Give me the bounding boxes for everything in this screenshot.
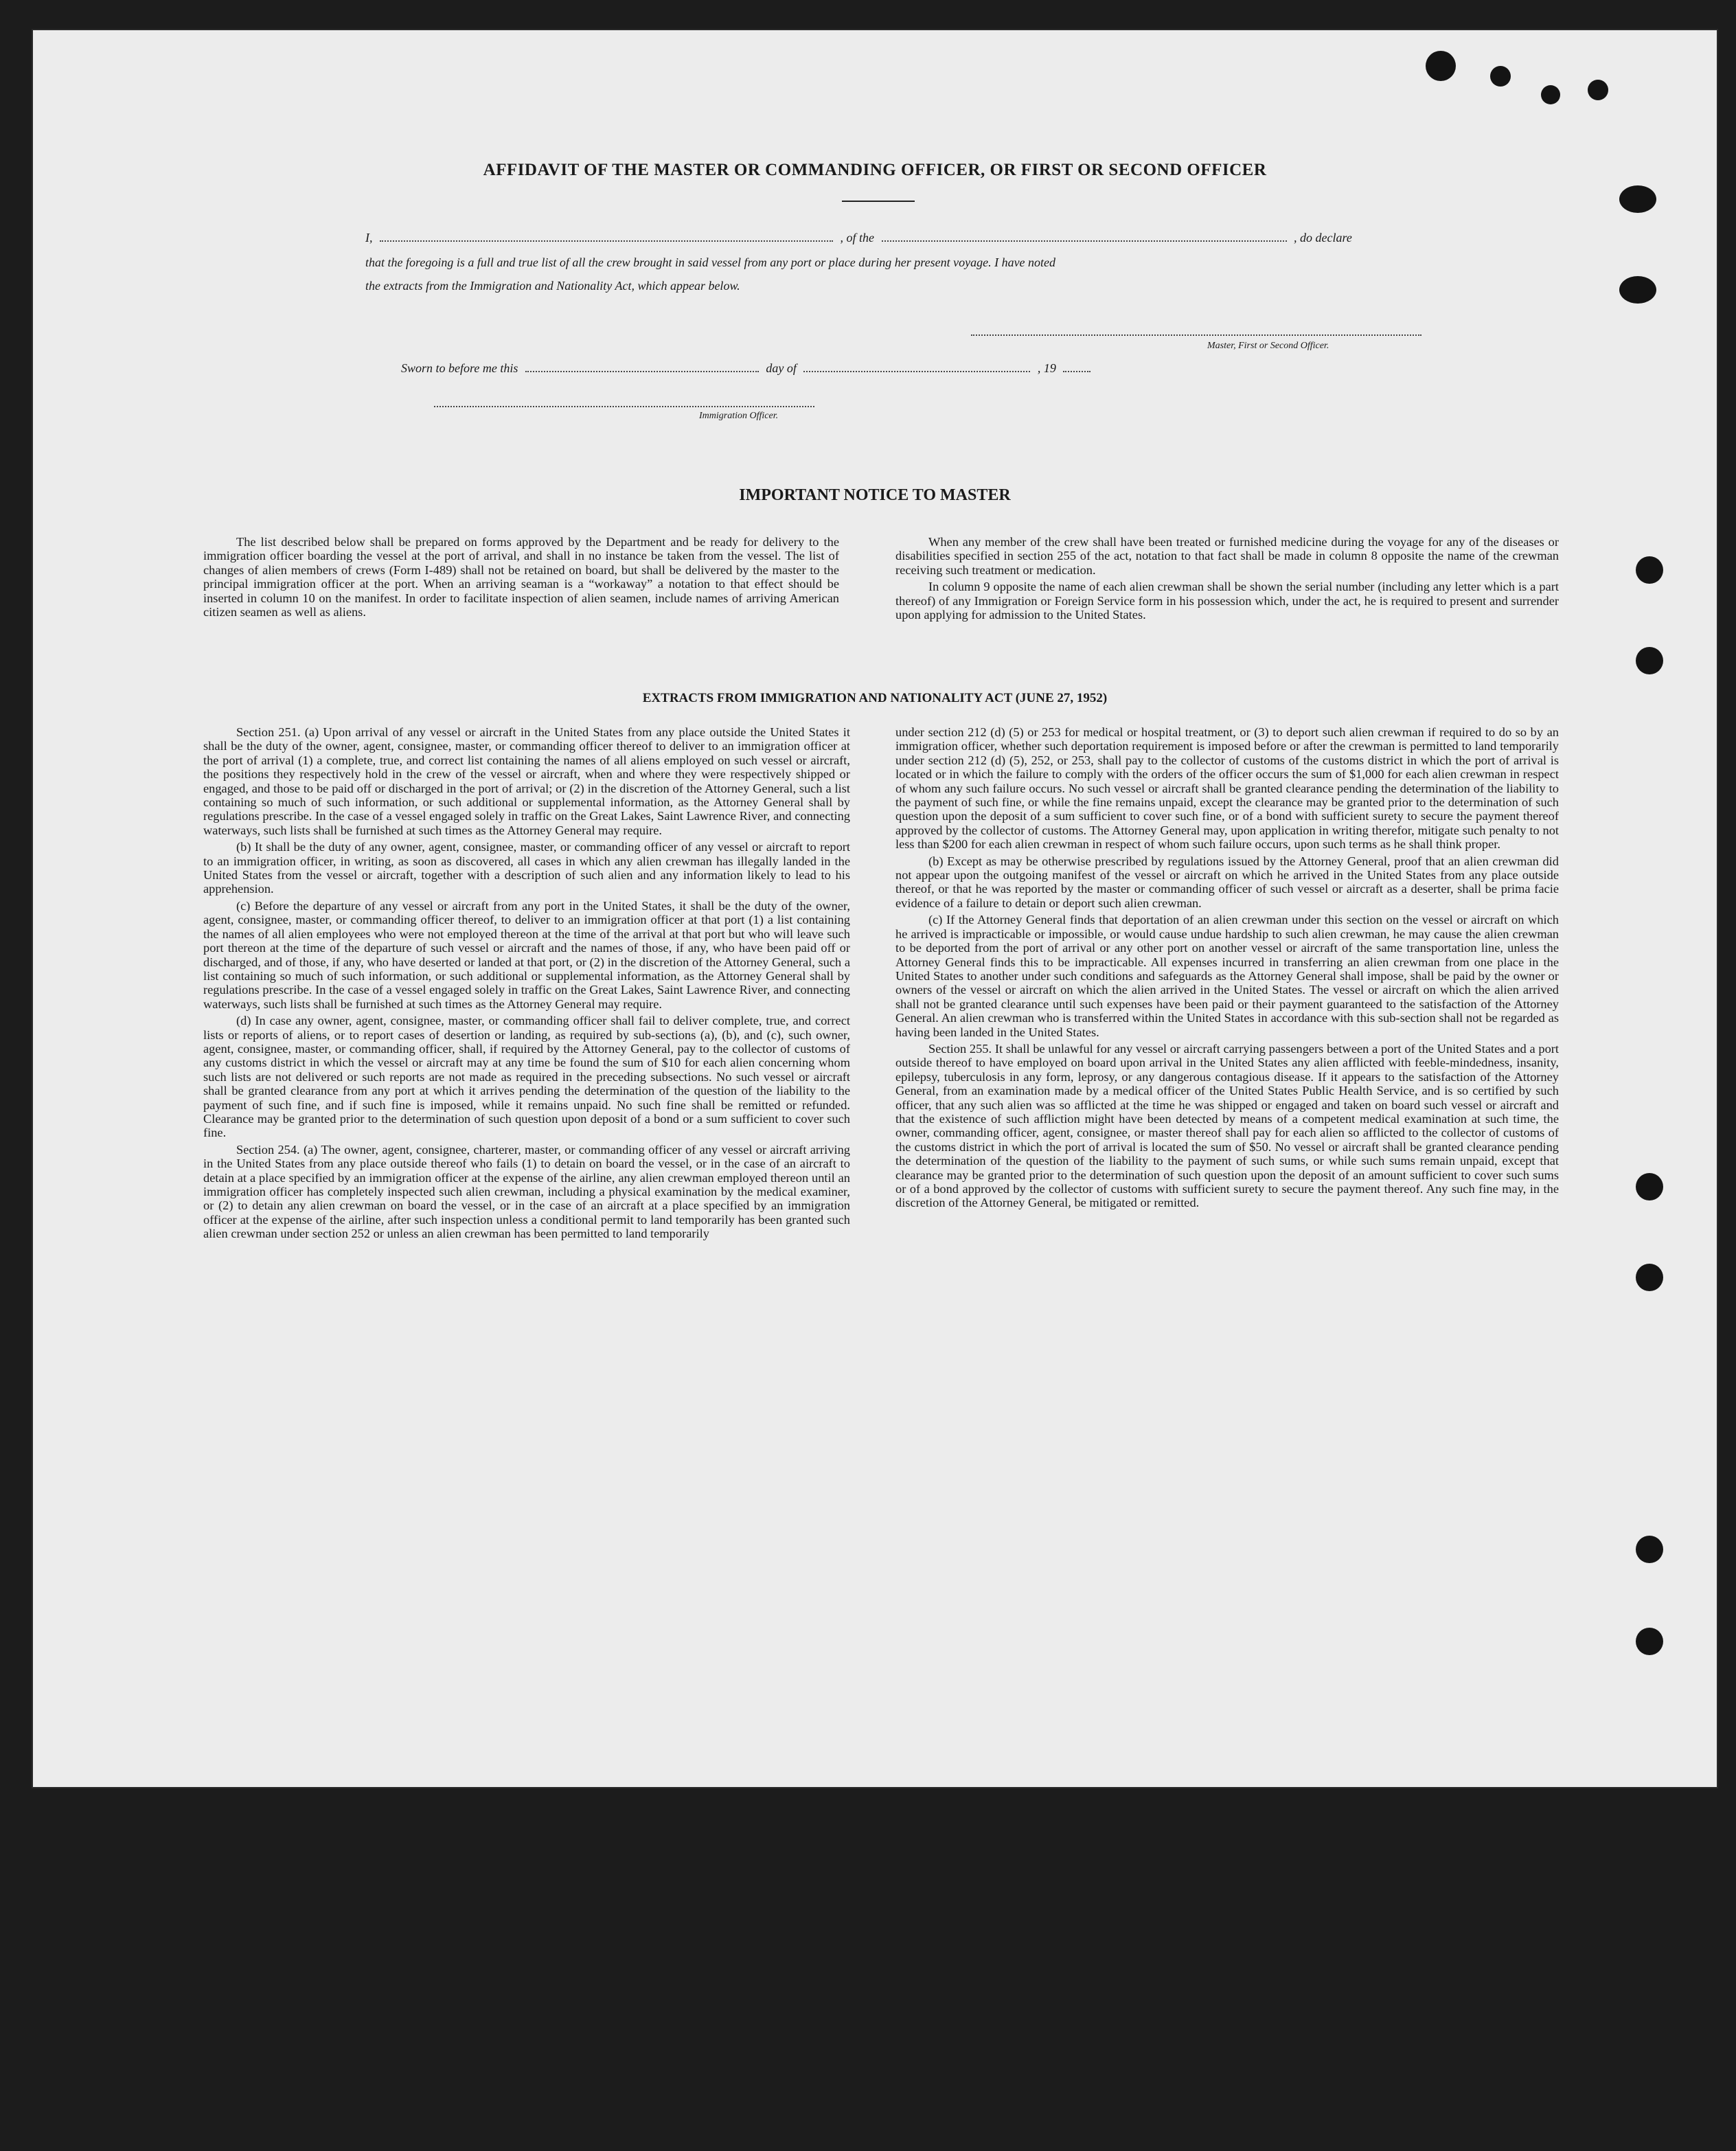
extract-paragraph: Section 255. It shall be unlawful for any vessel or aircraft carrying passengers between a port of the United States and a port outside thereof to have employed on board upon arrival in the United States any alien afflicted with feeble-mindedness, insanity, epilepsy, tuberculosis in any form, leprosy, or any dangerous contagious disease. If it appears to the satisfaction of the Attorney General, from an examination made by a medical officer of the United States Public Health Service, and is so certified by such officer, that any such alien was so afflicted at the time he was shipped or engaged and taken on board such vessel or aircraft and that the existence of such affliction might have been detected by means of a competent medical examination at such time, the owner, commanding officer, agent, consignee, or master thereof shall pay for each alien so afflicted to the collector of customs of the customs district in which the port of arrival is located the sum of $50. No vessel or aircraft shall be granted clearance pending the determination of the question of the liability to the payment of such sums, or while such sums remain unpaid, except that clearance may be granted prior to the determination of such question upon the deposit of an amount sufficient to cover such sums or of a bond approved by the collector of customs with sufficient surety to secure the payment thereof. Any such fine may, in the discretion of the Attorney General, be mitigated or remitted. (895, 1041, 1559, 1210)
punch-hole (1541, 85, 1560, 104)
vessel-prefix: , of the (840, 231, 874, 244)
notice-paragraph: When any member of the crew shall have been treated or furnished medicine during the voyage for any of the diseases or disabilities specified in section 255 of the act, notation to that fact shall be made in column 8 opposite the name of the crewman receiving such treatment or medication. (895, 535, 1559, 577)
punch-hole (1636, 1173, 1663, 1200)
affidavit-title: AFFIDAVIT OF THE MASTER OR COMMANDING OFFICER, OR FIRST OR SECOND OFFICER (483, 161, 1267, 179)
officer-label: Immigration Officer. (699, 411, 779, 421)
extract-paragraph: Section 251. (a) Upon arrival of any vessel or aircraft in the United States from any place outside the United States it shall be the duty of the owner, agent, consignee, master, or commanding officer thereof to deliver to an immigration officer at the port of arrival (1) a complete, true, and correct list containing the names of all aliens employed on such vessel or aircraft, the positions they respectively hold in the crew of the vessel or aircraft, when and where they were respectively shipped or engaged, and those to be paid off or discharged in the port of arrival; or (2) in the discretion of the Attorney General, such a list containing so much of such information, or such additional or supplemental information, as the Attorney General shall by regulations prescribe. In the case of a vessel engaged solely in traffic on the Great Lakes, Saint Lawrence River, and connecting waterways, such lists shall be furnished at such times as the Attorney General may require. (203, 725, 850, 837)
punch-hole (1619, 185, 1656, 213)
punch-hole (1426, 51, 1456, 81)
punch-hole (1636, 1264, 1663, 1291)
punch-hole (1588, 80, 1608, 100)
name-blank[interactable] (380, 240, 833, 242)
extract-paragraph: (b) Except as may be otherwise prescribed by regulations issued by the Attorney General, proof that an alien crewman did not appear upon the outgoing manifest of the vessel or aircraft on which he arrived in the United States from any place outside thereof, or that he was reported by the master or commanding officer of such vessel or aircraft as a deserter, shall be prima facie evidence of a failure to detain or deport such alien crewman. (895, 854, 1559, 910)
signature-label: Master, First or Second Officer. (1207, 341, 1329, 351)
sworn-line (401, 361, 1095, 376)
extracts-title: EXTRACTS FROM IMMIGRATION AND NATIONALITY ACT (JUNE 27, 1952) (642, 691, 1108, 705)
declaration-line-2: that the foregoing is a full and true list of all the crew brought in said vessel from any port or place during her present voyage. I have noted (365, 255, 1056, 269)
declaration-line-3: the extracts from the Immigration and Nationality Act, which appear below. (365, 279, 740, 293)
punch-hole (1636, 1536, 1663, 1563)
sworn-day-blank[interactable] (525, 370, 759, 372)
sworn-day-label: day of (766, 361, 797, 375)
officer-signature-line[interactable] (434, 405, 814, 407)
notice-paragraph: The list described below shall be prepared on forms approved by the Department and be ready for delivery to the immigration officer boarding the vessel at the port of arrival, and shall in no instance be taken from the vessel. The list of changes of alien members of crews (Form I-489) shall not be retained on board, but shall be delivered by the master to the principal immigration officer at the port. When an arriving seaman is a “workaway” a notation to that effect should be inserted in column 10 on the manifest. In order to facilitate inspection of alien seamen, include names of arriving American citizen seamen as well as aliens. (203, 535, 839, 619)
sworn-prefix: Sworn to before me this (401, 361, 518, 375)
title-rule (842, 201, 915, 202)
extract-paragraph: (b) It shall be the duty of any owner, agent, consignee, master, or commanding officer of any vessel or aircraft to report to an immigration officer, in writing, as soon as discovered, all cases in which any alien crewman has illegally landed in the United States from the vessel or aircraft, together with a description of such alien and any information likely to lead to his apprehension. (203, 840, 850, 896)
notice-right-column (895, 535, 1559, 624)
punch-hole (1636, 1628, 1663, 1655)
signature-line[interactable] (971, 334, 1421, 336)
punch-hole (1636, 647, 1663, 674)
extract-paragraph: Section 254. (a) The owner, agent, consignee, charterer, master, or commanding officer of any vessel or aircraft arriving in the United States from any place outside thereof who fails (1) to detain on board the vessel, or in the case of an aircraft to detain at a place specified by an immigration officer at the expense of the airline, any alien crewman employed thereon until an immigration officer has completely inspected such alien crewman, including a physical examination by the medical examiner, or (2) to detain any alien crewman on board the vessel, or in the case of an aircraft at a place specified by an immigration officer at the expense of the airline, after such inspection unless a conditional permit to land temporarily has been granted such alien crewman under section 252 or unless an alien crewman has been permitted to land temporarily (203, 1142, 850, 1241)
notice-paragraph: In column 9 opposite the name of each alien crewman shall be shown the serial number (including any letter which is a part thereof) of any Immigration or Foreign Service form in his possession which, under the act, he is required to present and surrender upon applying for admission to the United States. (895, 580, 1559, 622)
document-page (33, 30, 1717, 1787)
punch-hole (1636, 556, 1663, 584)
extract-paragraph: (c) Before the departure of any vessel or aircraft from any port in the United States, it shall be the duty of the owner, agent, consignee, master, or commanding officer thereof, to deliver to an immigration officer at that port (1) a list containing the names of all alien employees who were not employed thereon at the time of the arrival at that port but who will leave such port thereon at the time of the departure of such vessel or aircraft and the names of those, if any, who have been paid off or discharged, and of those, if any, who have deserted or landed at that port, or (2) in the discretion of the Attorney General, such a list containing so much of such information, or such additional or supplemental information, as the Attorney General shall by regulations prescribe. In the case of a vessel engaged solely in traffic on the Great Lakes, Saint Lawrence River, and connecting waterways, such lists shall be furnished at such times as the Attorney General may require. (203, 898, 850, 1011)
declare-suffix: , do declare (1294, 231, 1352, 244)
extract-paragraph: (d) In case any owner, agent, consignee, master, or commanding officer shall fail to deliver complete, true, and correct lists or reports of aliens, or to report cases of desertion or landing, as required by sub-sections (a), (b), and (c), such owner, agent, consignee, master, or commanding officer, shall, if required by the Attorney General, pay to the collector of customs of any customs district in which the vessel or aircraft may at any time be found the sum of $10 for each alien concerning whom such lists are not delivered or such reports are not made as required in the preceding subsections. No such vessel or aircraft shall be granted clearance from any port at which it arrives pending the determination of the question of the liability to the payment of such fine, and if such fine is imposed, while it remains unpaid. No such fine shall be remitted or refunded. Clearance may be granted prior to the determination of such question upon deposit of a bond or a sum sufficient to cover such fine. (203, 1014, 850, 1140)
punch-hole (1490, 66, 1511, 87)
notice-left-column (203, 535, 839, 622)
extracts-left-column (203, 725, 850, 1244)
sworn-month-blank[interactable] (803, 370, 1030, 372)
vessel-blank[interactable] (882, 240, 1287, 242)
notice-title: IMPORTANT NOTICE TO MASTER (739, 486, 1011, 504)
sworn-year-blank[interactable] (1063, 370, 1090, 372)
punch-hole (1619, 276, 1656, 304)
extract-paragraph: under section 212 (d) (5) or 253 for medical or hospital treatment, or (3) to deport such alien crewman if required to do so by an immigration officer, whether such deportation requirement is imposed before or after the crewman is permitted to land temporarily under section 212 (d) (5), 252, or 253, shall pay to the collector of customs of the customs district in which the port of arrival is located or in which the failure to comply with the orders of the officer occurs the sum of $1,000 for each alien crewman in respect of whom any such failure occurs. No such vessel or aircraft shall be granted clearance pending the determination of the liability to the payment of such fine, or while the fine remains unpaid, except the clearance may be granted prior to the determination of such question upon the deposit of a sum sufficient to cover such fine, or of a bond with sufficient surety to secure the payment thereof approved by the collector of customs. The Attorney General may, upon application in writing therefor, mitigate such penalty to not less than $200 for each alien crewman in respect of whom such failure occurs, upon such terms as he shall think proper. (895, 725, 1559, 852)
declaration-line-1 (365, 231, 1427, 245)
declarant-prefix: I, (365, 231, 373, 244)
extracts-right-column (895, 725, 1559, 1213)
extract-paragraph: (c) If the Attorney General finds that deportation of an alien crewman under this section on the vessel or aircraft on which he arrived is impracticable or impossible, or would cause undue hardship to such alien crewman, he may cause the alien crewman to be deported from the port of arrival or any other port on another vessel or aircraft of the same transportation line, unless the Attorney General finds this to be impracticable. All expenses incurred in transferring an alien crewman from one place in the United States to another under such conditions and safeguards as the Attorney General shall impose, shall be paid by the owner or owners of the vessel or aircraft on which the alien arrived in the United States. The vessel or aircraft on which the alien arrived shall not be granted clearance until such expenses have been paid or their payment guaranteed to the satisfaction of the Attorney General. An alien crewman who is transferred within the United States in accordance with this sub-section shall not be regarded as having been landed in the United States. (895, 913, 1559, 1039)
sworn-year-label: , 19 (1037, 361, 1056, 375)
